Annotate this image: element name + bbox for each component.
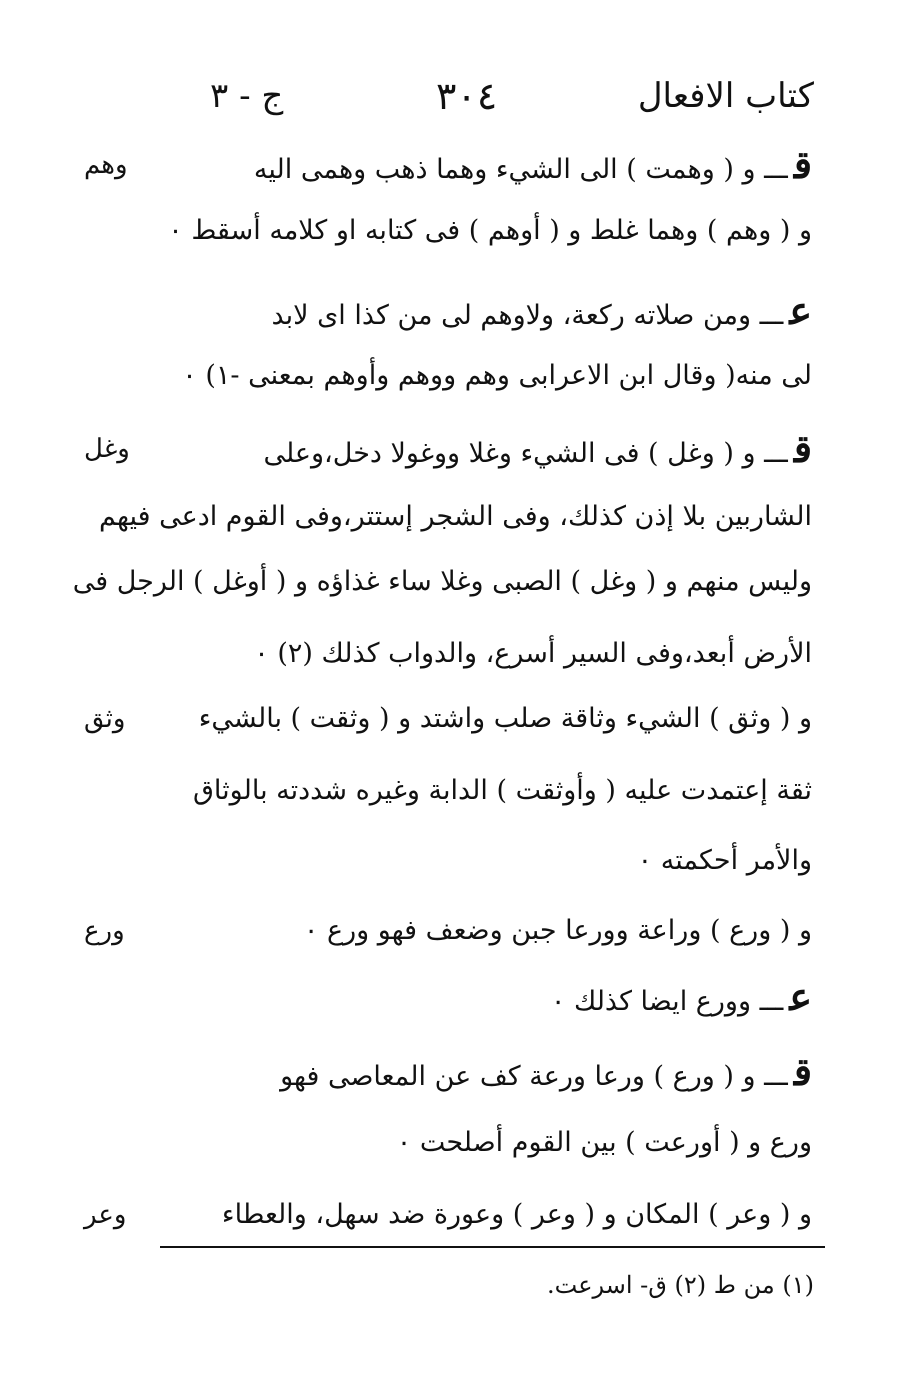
line-text: ثقة إعتمدت عليه ( وأوثقت ) الدابة وغيره شددته بالوثاق xyxy=(192,775,812,806)
text-line xyxy=(99,488,812,546)
source-marker: ق xyxy=(793,426,812,471)
text-line xyxy=(172,762,812,820)
text-line xyxy=(172,1043,812,1101)
text-line xyxy=(172,832,812,890)
line-text: ـــ و ( ورع ) ورعا ورعة كف عن المعاصى فهو xyxy=(280,1061,788,1092)
text-line xyxy=(172,902,812,960)
text-line xyxy=(172,1114,812,1172)
margin-headword: وثق xyxy=(84,704,126,734)
source-marker: ق xyxy=(793,1049,812,1094)
line-text: و ( وثق ) الشيء وثاقة صلب واشتد و ( وثقت ) بالشيء xyxy=(198,703,812,734)
book-title: كتاب الافعال xyxy=(637,76,814,116)
text-line xyxy=(172,347,812,405)
footnote: (١) من ط (٢) ق- اسرعت. xyxy=(547,1271,814,1299)
line-text: الشاربين بلا إذن كذلك، وفى الشجر إستتر،وفى القوم ادعى فيهم xyxy=(99,501,812,532)
text-line xyxy=(172,968,812,1026)
page-number: ٣٠٤ xyxy=(436,74,498,118)
margin-headword: وغل xyxy=(84,434,130,464)
source-marker: ق xyxy=(793,142,812,187)
line-text: ـــ و ( وهمت ) الى الشيء وهما ذهب وهمى اليه xyxy=(253,154,788,185)
line-text: ـــ وورع ايضا كذلك ٠ xyxy=(550,986,784,1017)
line-text: و ( وهم ) وهما غلط و ( أوهم ) فى كتابه او كلامه أسقط ٠ xyxy=(168,215,812,246)
source-marker: ع xyxy=(789,974,812,1019)
line-text: و ( ورع ) وراعة وورعا جبن وضعف فهو ورع ٠ xyxy=(303,915,812,946)
text-line xyxy=(172,136,812,194)
line-text: الأرض أبعد،وفى السير أسرع، والدواب كذلك (٢) ٠ xyxy=(254,638,812,669)
margin-headword: وهم xyxy=(84,150,128,180)
line-text: ـــ و ( وغل ) فى الشيء وغلا ووغولا دخل،وعلى xyxy=(263,438,788,469)
source-marker: ع xyxy=(789,288,812,333)
text-line xyxy=(172,625,812,683)
text-line xyxy=(72,553,812,611)
footnote-rule xyxy=(160,1246,825,1248)
volume-label: ج - ٣ xyxy=(210,76,284,116)
text-line xyxy=(172,690,812,748)
text-line xyxy=(172,282,812,340)
line-text: والأمر أحكمته ٠ xyxy=(637,845,812,876)
line-text: لى منه( وقال ابن الاعرابى وهم ووهم وأوهم بمعنى -١) ٠ xyxy=(182,360,812,391)
margin-headword: ورع xyxy=(84,916,125,946)
text-line xyxy=(172,1186,812,1244)
line-text: ورع و ( أورعت ) بين القوم أصلحت ٠ xyxy=(396,1127,812,1158)
text-line xyxy=(172,420,812,478)
text-line xyxy=(168,202,812,260)
line-text: وليس منهم و ( وغل ) الصبى وغلا ساء غذاؤه و ( أوغل ) الرجل فى xyxy=(72,566,812,597)
line-text: ـــ ومن صلاته ركعة، ولاوهم لى من كذا اى لابد xyxy=(271,300,784,331)
line-text: و ( وعر ) المكان و ( وعر ) وعورة ضد سهل، والعطاء xyxy=(221,1199,812,1230)
margin-headword: وعر xyxy=(84,1200,127,1230)
